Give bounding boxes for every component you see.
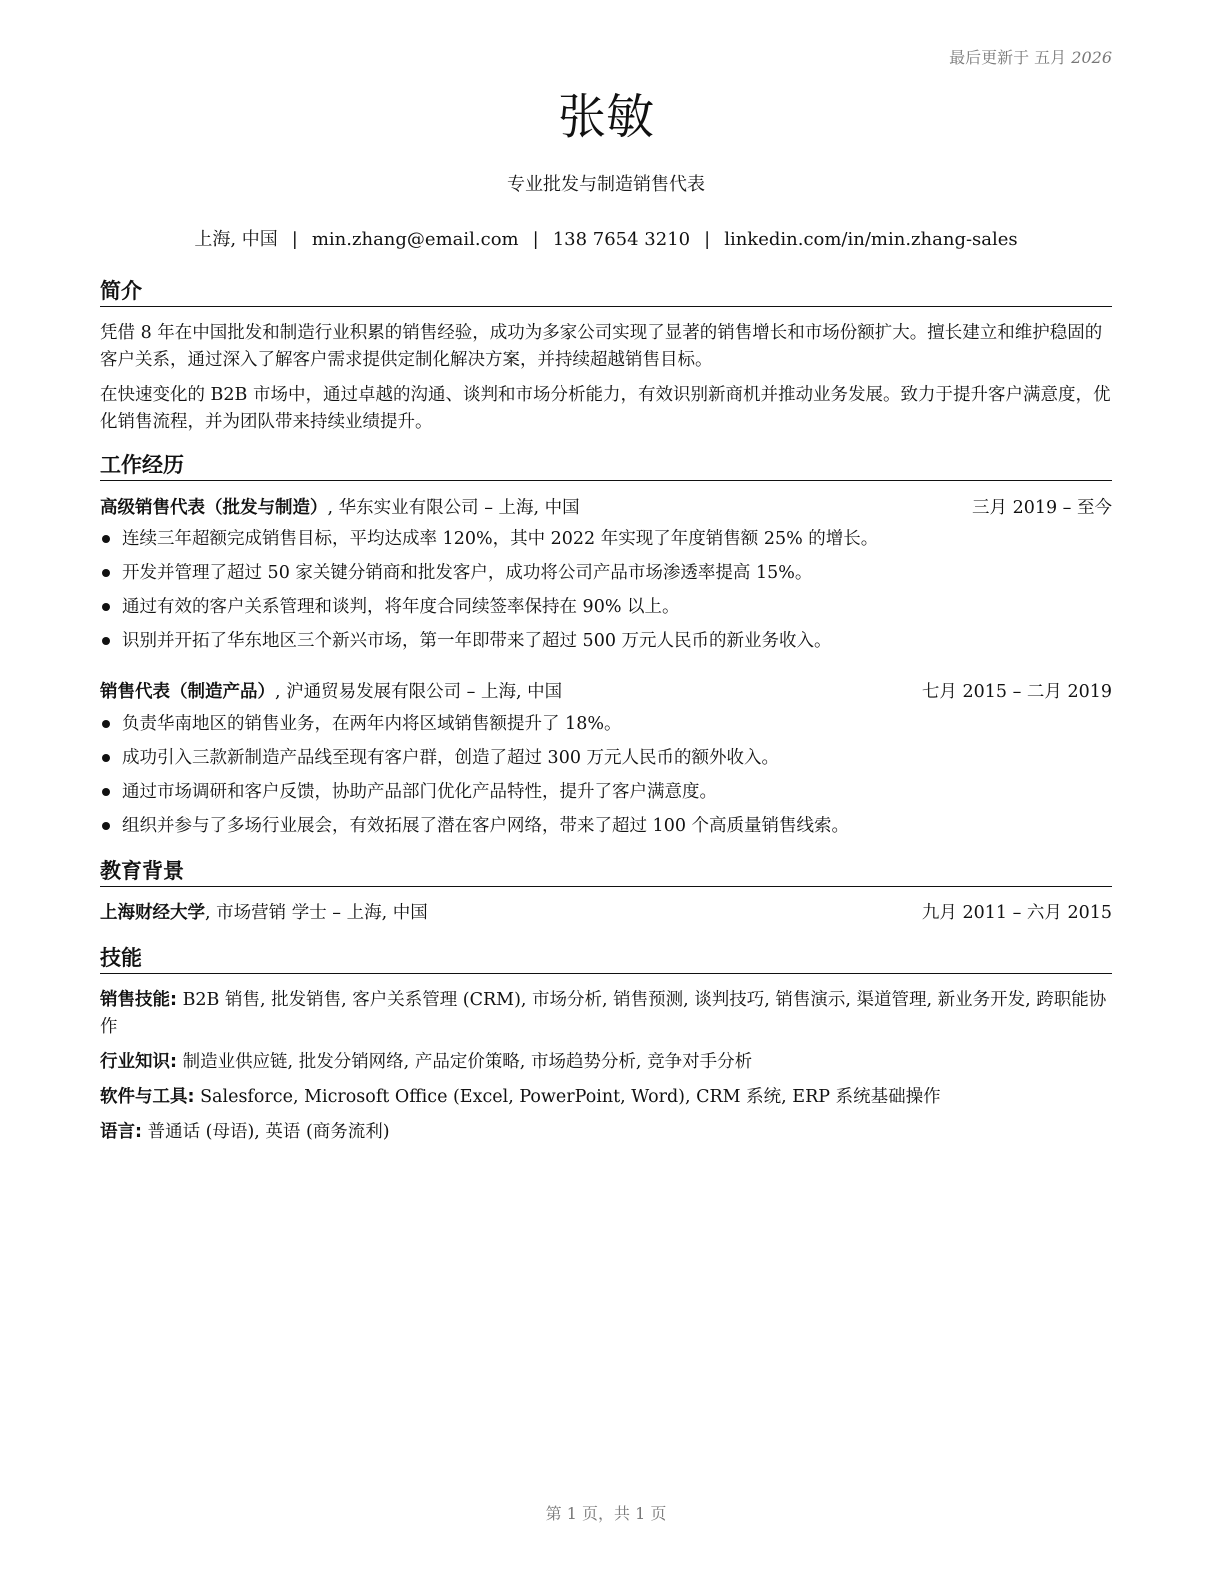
- skill-value: Salesforce, Microsoft Office (Excel, PowerPoint, Word), CRM 系统, ERP 系统基础操作: [194, 1087, 941, 1107]
- last-updated-month: 五月: [1034, 48, 1067, 67]
- skill-value: B2B 销售, 批发销售, 客户关系管理 (CRM), 市场分析, 销售预测, 谈判技巧, 销售演示, 渠道管理, 新业务开发, 跨职能协作: [100, 990, 1107, 1037]
- list-item: [100, 624, 1100, 658]
- skill-value: 制造业供应链, 批发分销网络, 产品定价策略, 市场趋势分析, 竞争对手分析: [177, 1052, 753, 1072]
- contact-separator: |: [704, 229, 711, 250]
- contact-phone: 138 7654 3210: [552, 229, 691, 250]
- section-title-skills: 技能: [100, 944, 1112, 974]
- contact-separator: |: [532, 229, 539, 250]
- bullet-text: 开发并管理了超过 50 家关键分销商和批发客户，成功将公司产品市场渗透率提高 15%。: [122, 563, 813, 583]
- candidate-headline: 专业批发与制造销售代表: [507, 174, 705, 195]
- skill-label: 软件与工具:: [100, 1087, 195, 1107]
- skill-label: 行业知识:: [100, 1052, 177, 1072]
- list-item: [100, 707, 1100, 741]
- job-company: , 华东实业有限公司 – 上海, 中国: [327, 498, 580, 518]
- bullet-text: 组织并参与了多场行业展会，有效拓展了潜在客户网络，带来了超过 100 个高质量销售线索。: [122, 816, 850, 836]
- list-item: [100, 590, 1100, 624]
- bullet-text: 识别并开拓了华东地区三个新兴市场，第一年即带来了超过 500 万元人民币的新业务收入。: [122, 631, 832, 651]
- page-number-footer: 第 1 页，共 1 页: [545, 1504, 667, 1523]
- list-item: [100, 522, 1100, 556]
- bullet-dot-icon: [102, 603, 110, 611]
- job-dates: 七月 2015 – 二月 2019: [921, 682, 1112, 702]
- bullet-dot-icon: [102, 822, 110, 830]
- last-updated-year: 2026: [1071, 48, 1112, 67]
- bullet-dot-icon: [102, 788, 110, 796]
- skill-row: [100, 1049, 1118, 1076]
- education-school: 上海财经大学: [100, 903, 205, 923]
- job-header: [100, 679, 1112, 705]
- job-role: 高级销售代表（批发与制造）: [100, 498, 328, 518]
- section-title-education: 教育背景: [100, 857, 1112, 887]
- summary-paragraph: 在快速变化的 B2B 市场中，通过卓越的沟通、谈判和市场分析能力，有效识别新商机并推动业务发展。致力于提升客户满意度，优化销售流程，并为团队带来持续业绩提升。: [100, 385, 1111, 432]
- skill-value: 普通话 (母语), 英语 (商务流利): [142, 1122, 390, 1142]
- skill-label: 销售技能:: [100, 990, 177, 1010]
- job-bullets: [100, 707, 1100, 843]
- job-company: , 沪通贸易发展有限公司 – 上海, 中国: [275, 682, 563, 702]
- bullet-dot-icon: [102, 754, 110, 762]
- contact-email-link[interactable]: min.zhang@email.com: [311, 229, 519, 250]
- bullet-text: 连续三年超额完成销售目标，平均达成率 120%，其中 2022 年实现了年度销售额 25% 的增长。: [122, 529, 879, 549]
- job-role: 销售代表（制造产品）: [100, 682, 275, 702]
- last-updated: [949, 45, 1112, 68]
- education-dates: 九月 2011 – 六月 2015: [921, 903, 1112, 923]
- list-item: [100, 741, 1100, 775]
- education-detail: , 市场营销 学士 – 上海, 中国: [205, 903, 428, 923]
- summary-paragraph: 凭借 8 年在中国批发和制造行业积累的销售经验，成功为多家公司实现了显著的销售增长和市场份额扩大。擅长建立和维护稳固的客户关系，通过深入了解客户需求提供定制化解决方案，并持续超越销售目标。: [100, 323, 1103, 370]
- candidate-name: 张敏: [557, 89, 654, 145]
- bullet-dot-icon: [102, 535, 110, 543]
- skill-label: 语言:: [100, 1122, 142, 1142]
- job-dates: 三月 2019 – 至今: [972, 498, 1112, 518]
- contact-separator: |: [291, 229, 298, 250]
- list-item: [100, 809, 1100, 843]
- resume-page: [100, 0, 1112, 1584]
- skill-row: [100, 1084, 1118, 1111]
- bullet-dot-icon: [102, 720, 110, 728]
- bullet-text: 负责华南地区的销售业务，在两年内将区域销售额提升了 18%。: [122, 714, 622, 734]
- contact-linkedin-link[interactable]: linkedin.com/in/min.zhang-sales: [724, 229, 1018, 250]
- skill-row: [100, 1119, 1118, 1146]
- contact-line: [100, 225, 1112, 251]
- last-updated-prefix: 最后更新于: [949, 48, 1030, 67]
- section-title-summary: 简介: [100, 277, 1112, 307]
- bullet-text: 通过市场调研和客户反馈，协助产品部门优化产品特性，提升了客户满意度。: [122, 782, 717, 802]
- job-bullets: [100, 522, 1100, 658]
- bullet-text: 通过有效的客户关系管理和谈判，将年度合同续签率保持在 90% 以上。: [122, 597, 680, 617]
- contact-location: 上海, 中国: [194, 229, 278, 250]
- section-title-experience: 工作经历: [100, 451, 1112, 481]
- education-entry: [100, 900, 1112, 926]
- bullet-dot-icon: [102, 569, 110, 577]
- bullet-dot-icon: [102, 637, 110, 645]
- list-item: [100, 556, 1100, 590]
- bullet-text: 成功引入三款新制造产品线至现有客户群，创造了超过 300 万元人民币的额外收入。: [122, 748, 780, 768]
- skill-row: [100, 987, 1118, 1041]
- list-item: [100, 775, 1100, 809]
- job-header: [100, 495, 1112, 521]
